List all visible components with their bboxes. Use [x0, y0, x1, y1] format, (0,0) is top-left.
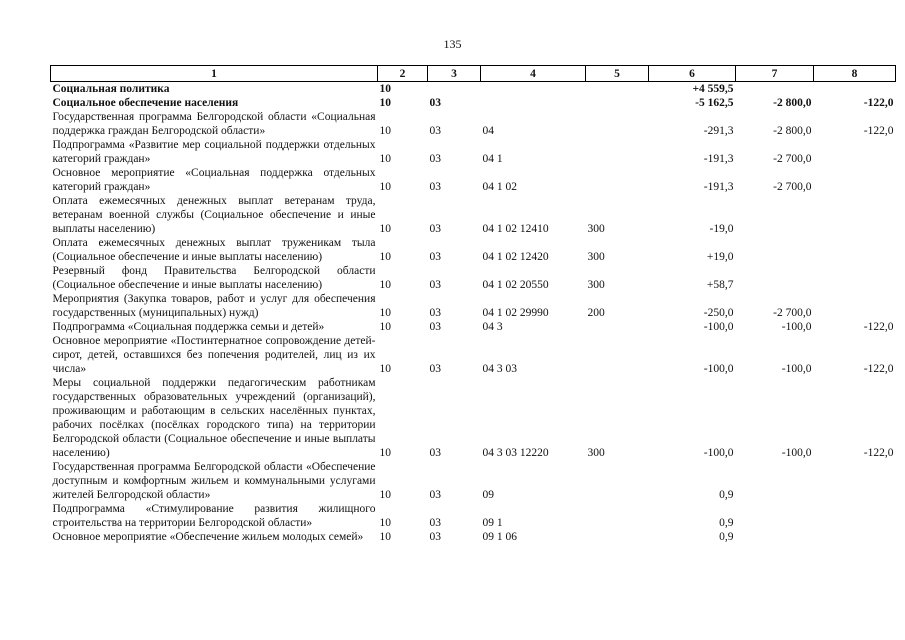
amount-col-8: -122,0	[863, 363, 894, 375]
subsection-code: 03	[429, 279, 441, 291]
row-name: Оплата ежемесячных денежных выплат ветеранам труда, ветеранам военной службы (Социальное обеспечение и иные выплаты населению)	[52, 195, 376, 235]
amount-col-6: -100,0	[703, 321, 734, 333]
amount-col-8	[814, 138, 896, 166]
section-code: 10	[379, 97, 391, 109]
table-row	[51, 530, 896, 544]
amount-col-6: +19,0	[706, 251, 734, 263]
expense-type-code: 300	[587, 251, 605, 263]
target-article-code: 04	[482, 125, 494, 137]
subsection-code: 03	[429, 489, 441, 501]
section-code: 10	[379, 321, 391, 333]
col-header-6: 6	[649, 66, 736, 82]
amount-col-6: -291,3	[703, 125, 734, 137]
amount-col-7	[736, 82, 814, 97]
target-article-code: 04 1 02 12410	[482, 223, 549, 235]
amount-col-6: 0,9	[719, 517, 734, 529]
amount-col-7	[736, 194, 814, 236]
amount-col-7: -100,0	[781, 447, 812, 459]
target-article-code	[481, 96, 586, 110]
section-code: 10	[379, 531, 391, 543]
section-code: 10	[379, 251, 391, 263]
amount-col-6: -191,3	[703, 153, 734, 165]
table-row	[51, 138, 896, 166]
subsection-code: 03	[429, 447, 441, 459]
col-header-7: 7	[736, 66, 814, 82]
amount-col-8	[814, 264, 896, 292]
amount-col-8	[814, 292, 896, 320]
table-row	[51, 334, 896, 376]
row-name: Основное мероприятие «Социальная поддержка отдельных категорий граждан»	[52, 167, 376, 193]
expense-type-code	[586, 320, 649, 334]
amount-col-8	[814, 530, 896, 544]
section-code: 10	[379, 153, 391, 165]
subsection-code: 03	[429, 97, 441, 109]
col-header-3: 3	[428, 66, 481, 82]
amount-col-7: -100,0	[781, 321, 812, 333]
table-row	[51, 82, 896, 97]
col-header-4: 4	[481, 66, 586, 82]
table-row	[51, 194, 896, 236]
table-row	[51, 376, 896, 460]
amount-col-8	[814, 460, 896, 502]
expense-type-code	[586, 138, 649, 166]
row-name: Основное мероприятие «Постинтернатное сопровождение детей-сирот, детей, оставшихся без попечения родителей, лиц из их числа»	[52, 335, 376, 375]
expense-type-code	[586, 166, 649, 194]
table-row	[51, 236, 896, 264]
budget-table	[50, 65, 896, 544]
section-code: 10	[379, 125, 391, 137]
table-header-row	[51, 66, 896, 82]
expense-type-code	[586, 96, 649, 110]
target-article-code: 09	[482, 489, 494, 501]
expense-type-code: 300	[587, 447, 605, 459]
row-name: Основное мероприятие «Обеспечение жильем молодых семей»	[52, 531, 364, 543]
amount-col-8: -122,0	[863, 447, 894, 459]
expense-type-code: 300	[587, 279, 605, 291]
expense-type-code	[586, 82, 649, 97]
col-header-1: 1	[51, 66, 378, 82]
table-row	[51, 460, 896, 502]
col-header-5: 5	[586, 66, 649, 82]
amount-col-6: -100,0	[703, 363, 734, 375]
target-article-code: 04 3 03 12220	[482, 447, 549, 459]
expense-type-code: 200	[587, 307, 605, 319]
amount-col-6: -5 162,5	[695, 97, 734, 109]
amount-col-8: -122,0	[863, 321, 894, 333]
amount-col-7: -100,0	[781, 363, 812, 375]
row-name: Оплата ежемесячных денежных выплат труженикам тыла (Социальное обеспечение и иные выплаты населению)	[52, 237, 376, 263]
row-name: Государственная программа Белгородской области «Социальная поддержка граждан Белгородской области»	[52, 111, 376, 137]
target-article-code	[481, 82, 586, 97]
expense-type-code	[586, 110, 649, 138]
subsection-code: 03	[429, 531, 441, 543]
page-number: 135	[443, 37, 462, 51]
row-name: Подпрограмма «Стимулирование развития жилищного строительства на территории Белгородской области»	[52, 503, 376, 529]
section-code: 10	[379, 517, 391, 529]
amount-col-8	[814, 194, 896, 236]
amount-col-6: 0,9	[719, 489, 734, 501]
amount-col-7: -2 700,0	[773, 153, 812, 165]
row-name: Резервный фонд Правительства Белгородской области (Социальное обеспечение и иные выплаты населению)	[52, 265, 376, 291]
expense-type-code: 300	[587, 223, 605, 235]
target-article-code: 09 1	[482, 517, 503, 529]
amount-col-7	[736, 460, 814, 502]
amount-col-6: -191,3	[703, 181, 734, 193]
section-code: 10	[379, 223, 391, 235]
target-article-code: 04 1 02 20550	[482, 279, 549, 291]
table-row	[51, 320, 896, 334]
amount-col-7: -2 700,0	[773, 307, 812, 319]
amount-col-7: -2 700,0	[773, 181, 812, 193]
table-row	[51, 110, 896, 138]
row-name: Государственная программа Белгородской области «Обеспечение доступным и комфортным жильем и коммунальными услугами жителей Белгородской области»	[52, 461, 376, 501]
table-row	[51, 166, 896, 194]
row-name: Социальная политика	[52, 83, 170, 95]
subsection-code: 03	[429, 153, 441, 165]
target-article-code: 04 1	[482, 153, 503, 165]
subsection-code: 03	[429, 307, 441, 319]
amount-col-8	[814, 82, 896, 97]
amount-col-7: -2 800,0	[773, 125, 812, 137]
row-name: Социальное обеспечение населения	[52, 97, 239, 109]
amount-col-8	[814, 166, 896, 194]
amount-col-8: -122,0	[863, 97, 894, 109]
row-name: Мероприятия (Закупка товаров, работ и услуг для обеспечения государственных (муниципальных) нужд)	[52, 293, 376, 319]
amount-col-6: +4 559,5	[692, 83, 734, 95]
section-code: 10	[379, 447, 391, 459]
amount-col-6: +58,7	[706, 279, 734, 291]
subsection-code: 03	[429, 517, 441, 529]
subsection-code: 03	[429, 251, 441, 263]
amount-col-7	[736, 236, 814, 264]
table-body	[51, 82, 896, 545]
row-name: Подпрограмма «Социальная поддержка семьи и детей»	[52, 321, 325, 333]
amount-col-6: -19,0	[709, 223, 734, 235]
section-code: 10	[379, 181, 391, 193]
target-article-code: 04 1 02 12420	[482, 251, 549, 263]
section-code: 10	[379, 307, 391, 319]
section-code: 10	[379, 363, 391, 375]
section-code: 10	[379, 279, 391, 291]
amount-col-8	[814, 502, 896, 530]
subsection-code: 03	[429, 223, 441, 235]
table-row	[51, 96, 896, 110]
amount-col-6: -100,0	[703, 447, 734, 459]
amount-col-7	[736, 530, 814, 544]
amount-col-8	[814, 236, 896, 264]
amount-col-7: -2 800,0	[773, 97, 812, 109]
subsection-code: 03	[429, 363, 441, 375]
subsection-code: 03	[429, 125, 441, 137]
expense-type-code	[586, 530, 649, 544]
target-article-code: 09 1 06	[482, 531, 517, 543]
amount-col-8: -122,0	[863, 125, 894, 137]
row-name: Подпрограмма «Развитие мер социальной поддержки отдельных категорий граждан»	[52, 139, 376, 165]
subsection-code	[428, 82, 481, 97]
section-code: 10	[379, 489, 391, 501]
table-row	[51, 264, 896, 292]
expense-type-code	[586, 502, 649, 530]
col-header-2: 2	[378, 66, 428, 82]
amount-col-6: 0,9	[719, 531, 734, 543]
subsection-code: 03	[429, 321, 441, 333]
subsection-code: 03	[429, 181, 441, 193]
table-row	[51, 292, 896, 320]
target-article-code: 04 1 02 29990	[482, 307, 549, 319]
amount-col-7	[736, 264, 814, 292]
table-row	[51, 502, 896, 530]
amount-col-7	[736, 502, 814, 530]
expense-type-code	[586, 460, 649, 502]
amount-col-6: -250,0	[703, 307, 734, 319]
section-code: 10	[379, 83, 391, 95]
target-article-code: 04 1 02	[482, 181, 517, 193]
col-header-8: 8	[814, 66, 896, 82]
target-article-code: 04 3 03	[482, 363, 517, 375]
expense-type-code	[586, 334, 649, 376]
target-article-code: 04 3	[482, 321, 503, 333]
row-name: Меры социальной поддержки педагогическим работникам государственных образовательных учреждений (организаций), проживающим и работающим в сельских населённых пунктах, рабочих посёлках (посёлках городского типа) на территории Белгородской области (Социальное обеспечение и иные выплаты населению)	[52, 377, 376, 459]
